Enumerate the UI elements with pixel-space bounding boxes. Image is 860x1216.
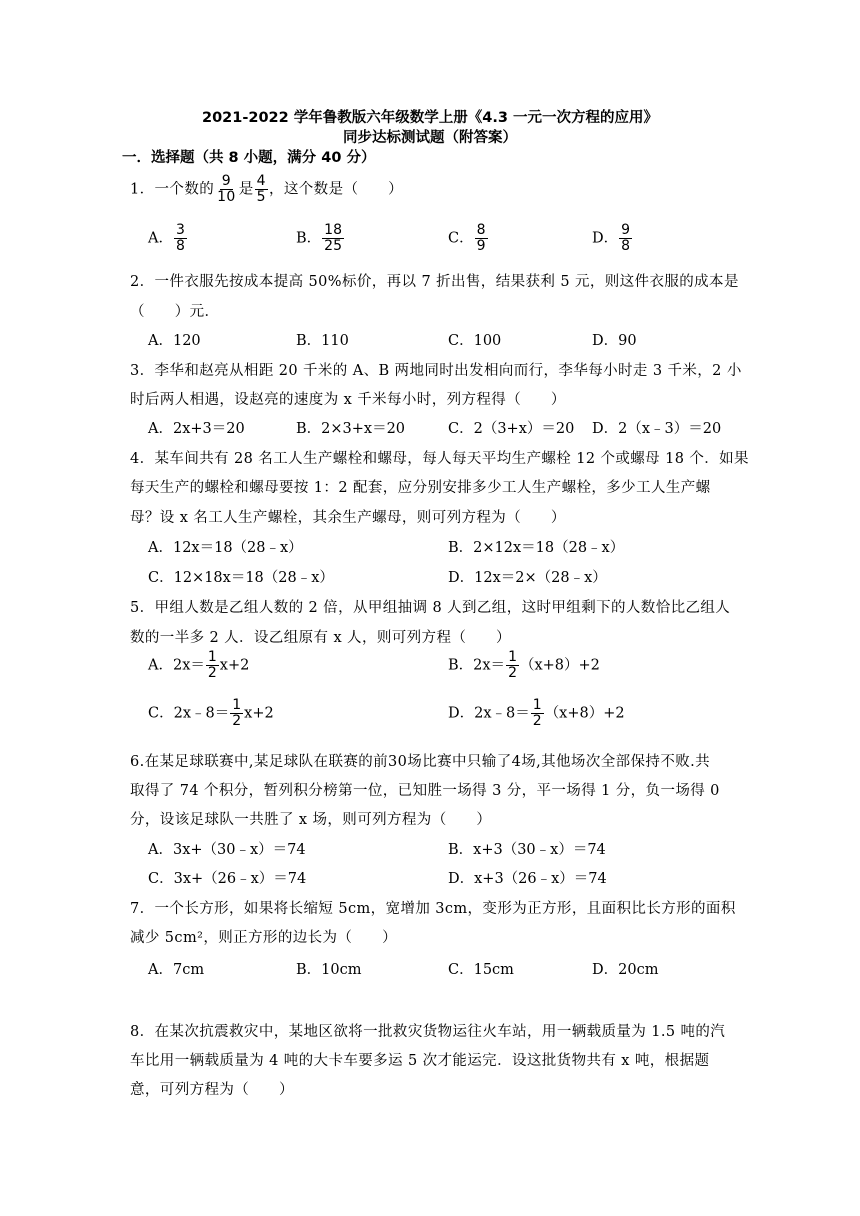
option-suffix: （x+8）+2 (544, 705, 625, 722)
option-fraction (531, 698, 544, 729)
fraction-numerator: 1 (232, 697, 242, 713)
q6-option-a: A．3x+（30﹣x）＝74 (148, 842, 306, 858)
q7-option-b: B．10cm (296, 962, 362, 978)
fraction-denominator: 5 (256, 189, 266, 205)
q5-line-2: 数的一半多 2 人．设乙组原有 x 人，则可列方程（ ） (130, 630, 511, 646)
q5-option-c (148, 698, 274, 729)
fraction-denominator: 2 (207, 665, 217, 681)
q1-text-mid: 是 (238, 181, 254, 198)
q6-option-d: D．x+3（26﹣x）＝74 (448, 871, 607, 887)
q1-fraction-2 (255, 174, 268, 205)
section-heading: 一．选择题（共 8 小题，满分 40 分） (122, 150, 376, 166)
q6-line-3: 分，设该足球队一共胜了 x 场，则可列方程为（ ） (130, 812, 492, 828)
q1-option-d (592, 223, 633, 254)
q2-option-b: B．110 (296, 333, 349, 349)
option-suffix: x+2 (219, 657, 250, 674)
q3-line-1: 3．李华和赵亮从相距 20 千米的 A、B 两地同时出发相向而行，李华每小时走 3 千米，2 小 (130, 363, 742, 379)
fraction-denominator: 10 (217, 189, 236, 205)
fraction-denominator: 8 (175, 238, 185, 254)
q8-line-1: 8．在某次抗震救灾中，某地区欲将一批救灾货物运往火车站，用一辆载质量为 1.5 吨的汽 (130, 1024, 726, 1040)
fraction-denominator: 9 (476, 238, 486, 254)
fraction-denominator: 8 (621, 238, 631, 254)
q1-fraction-1 (215, 174, 238, 205)
q2-line-1: 2．一件衣服先按成本提高 50%标价，再以 7 折出售，结果获利 5 元，则这件衣服的成本是 (130, 274, 739, 290)
q5-option-b (448, 650, 600, 681)
fraction-numerator: 1 (207, 649, 217, 665)
q3-option-b: B．2×3+x＝20 (296, 421, 406, 437)
q4-option-a: A．12x＝18（28﹣x） (148, 540, 303, 556)
fraction-numerator: 18 (324, 222, 342, 238)
q1-option-b (296, 223, 345, 254)
question-1 (130, 174, 403, 205)
fraction-numerator: 4 (256, 173, 266, 189)
fraction-numerator: 3 (175, 222, 185, 238)
option-prefix: D．2x﹣8＝ (448, 705, 530, 722)
option-prefix: B．2x＝ (448, 657, 506, 674)
q3-line-2: 时后两人相遇，设赵亮的速度为 x 千米每小时，列方程得（ ） (130, 392, 566, 408)
q1-option-a (148, 223, 188, 254)
q8-line-3: 意，可列方程为（ ） (130, 1082, 294, 1098)
q4-option-d: D．12x＝2×（28﹣x） (448, 570, 607, 586)
fraction-denominator: 2 (232, 713, 242, 729)
q7-line-2: 减少 5cm²，则正方形的边长为（ ） (130, 930, 398, 946)
option-fraction (506, 650, 519, 681)
option-label: B． (296, 230, 322, 247)
q6-line-1: 6.在某足球联赛中,某足球队在联赛的前30场比赛中只输了4场,其他场次全部保持不败.共 (130, 754, 711, 770)
option-fraction (475, 223, 488, 254)
q5-line-1: 5．甲组人数是乙组人数的 2 倍，从甲组抽调 8 人到乙组，这时甲组剩下的人数恰比乙组人 (130, 600, 731, 616)
option-prefix: C．2x﹣8＝ (148, 705, 230, 722)
option-label: C． (448, 230, 474, 247)
option-suffix: x+2 (244, 705, 274, 722)
q6-option-b: B．x+3（30﹣x）＝74 (448, 842, 606, 858)
q5-option-d (448, 698, 625, 729)
option-label: D． (592, 230, 619, 247)
fraction-numerator: 1 (532, 697, 542, 713)
q3-option-c: C．2（3+x）＝20 (448, 421, 575, 437)
q1-text-pre: 1．一个数的 (130, 181, 215, 198)
fraction-denominator: 2 (532, 713, 542, 729)
fraction-denominator: 2 (508, 665, 517, 681)
document-title-line2: 同步达标测试题（附答案） (343, 130, 517, 146)
q7-line-1: 7．一个长方形，如果将长缩短 5cm，宽增加 3cm，变形为正方形，且面积比长方形的面积 (130, 901, 736, 917)
q4-option-b: B．2×12x＝18（28﹣x） (448, 540, 625, 556)
q4-line-3: 母？设 x 名工人生产螺栓，其余生产螺母，则可列方程为（ ） (130, 510, 566, 526)
document-title-line1: 2021-2022 学年鲁教版六年级数学上册《4.3 一元一次方程的应用》 (201, 110, 658, 126)
q1-text-post: ，这个数是（ ） (268, 181, 404, 198)
q2-line-2: （ ）元． (130, 304, 220, 320)
q8-line-2: 车比用一辆载质量为 4 吨的大卡车要多运 5 次才能运完．设这批货物共有 x 吨，根据题 (130, 1053, 710, 1069)
q7-option-a: A．7cm (148, 962, 205, 978)
fraction-denominator: 25 (324, 238, 342, 254)
q5-option-a (148, 650, 249, 681)
option-fraction (322, 223, 344, 254)
q4-line-2: 每天生产的螺栓和螺母要按 1：2 配套，应分别安排多少工人生产螺栓，多少工人生产螺 (130, 480, 711, 496)
option-suffix: （x+8）+2 (519, 657, 600, 674)
fraction-numerator: 8 (476, 222, 486, 238)
q4-option-c: C．12×18x＝18（28﹣x） (148, 570, 334, 586)
option-fraction (206, 650, 219, 681)
q2-option-c: C．100 (448, 333, 502, 349)
option-prefix: A．2x＝ (148, 657, 205, 674)
q6-line-2: 取得了 74 个积分，暂列积分榜第一位，已知胜一场得 3 分，平一场得 1 分，负一场得 0 (130, 783, 720, 799)
option-fraction (230, 698, 243, 729)
q3-option-d: D．2（x﹣3）＝20 (592, 421, 722, 437)
q7-option-d: D．20cm (592, 962, 659, 978)
fraction-numerator: 1 (508, 649, 517, 665)
q2-option-a: A．120 (148, 333, 201, 349)
option-fraction (619, 223, 632, 254)
q2-option-d: D．90 (592, 333, 637, 349)
fraction-numerator: 9 (621, 222, 631, 238)
fraction-numerator: 9 (221, 173, 232, 189)
q7-option-c: C．15cm (448, 962, 514, 978)
option-fraction (174, 223, 187, 254)
q3-option-a: A．2x+3＝20 (148, 421, 245, 437)
option-label: A． (148, 230, 173, 247)
q1-option-c (448, 223, 489, 254)
q4-line-1: 4．某车间共有 28 名工人生产螺栓和螺母，每人每天平均生产螺栓 12 个或螺母 18 个．如果 (130, 451, 749, 467)
q6-option-c: C．3x+（26﹣x）＝74 (148, 871, 307, 887)
